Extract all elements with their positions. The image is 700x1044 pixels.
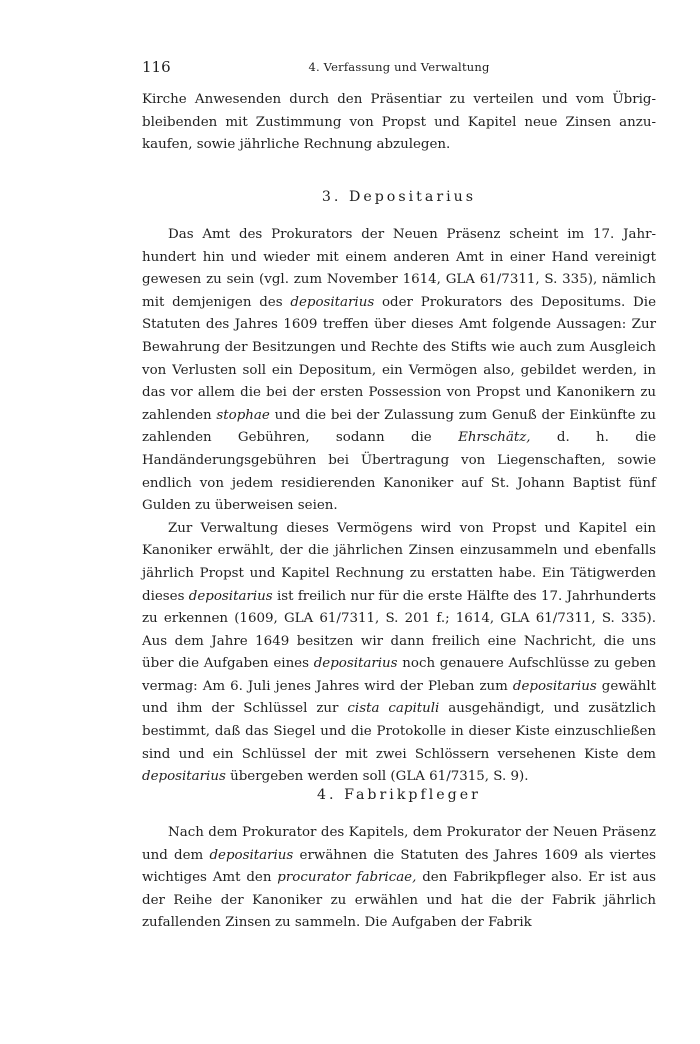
italic-term: depositarius <box>188 588 273 604</box>
italic-term: depositarius <box>209 847 294 863</box>
paragraph: Zur Verwaltung dieses Vermögens wird von Propst und Kapitel ein Kanoniker erwählt, der die jährlichen Zinsen einzusammeln und ebenfalls jährlich Propst und Kapitel Rechnung zu erstatten habe. Ein Tätigwerden dieses depositarius ist freilich nur für die erste Hälfte des 17. Jahrhunderts zu erkennen (1609, GLA 61/7311, S. 201 f.; 1614, GLA 61/7311, S. 335). Aus dem Jahre 1649 besitzen wir dann freilich eine Nachricht, die uns über die Aufgaben eines depositarius noch genauere Aufschlüsse zu geben vermag: Am 6. Juli jenes Jahres wird der Pleban zum depositarius gewählt und ihm der Schlüssel zur cista capituli ausgehändigt, und zusätzlich bestimmt, daß das Siegel und die Protokolle in dieser Kiste einzuschließen sind und ein Schlüssel der mit zwei Schlössern versehenen Kiste dem depositarius übergeben werden soll (GLA 61/7315, S. 9). <box>142 520 656 785</box>
italic-term: depositarius <box>512 678 597 694</box>
section-heading-fabrikpfleger: 4. Fabrikpfleger <box>317 787 481 803</box>
running-head <box>142 58 656 78</box>
paragraph: Nach dem Prokurator des Kapitels, dem Prokurator der Neuen Präsenz und dem depositarius erwähnen die Statuten des Jahres 1609 als viertes wichtiges Amt den procurator fabricae, den Fabrikpfleger also. Er ist aus der Reihe der Kanoniker zu erwählen und hat die der Fabrik jährlich zufallenden Zinsen zu sammeln. Die Aufgaben der Fabrik <box>142 825 657 931</box>
section-depositarius-body <box>142 224 656 789</box>
paragraph: Das Amt des Prokurators der Neuen Präsenz scheint im 17. Jahrhundert hin und wieder mit einem anderen Amt in einer Hand vereinigt gewesen zu sein (vgl. zum November 1614, GLA 61/7311, S. 335), nämlich mit demjenigen des depositarius oder Prokurators des Depositums. Die Statuten des Jahres 1609 treffen über dieses Amt folgende Aussagen: Zur Bewahrung der Besitzungen und Rechte des Stifts wie auch zum Ausgleich von Verlusten soll ein Depositum, ein Vermögen also, gebildet werden, in das vor allem die bei der ersten Possession von Propst und Kanonikern zu zahlenden stophae und die bei der Zulassung zum Genuß der Einkünfte zu zahlenden Gebühren, sodann die Ehrschätz, d. h. die Handänderungsgebühren bei Übertragung von Liegenschaften, sowie endlich von jedem residierenden Kanoniker auf St. Johann Baptist fünf Gulden zu überweisen seien. <box>142 227 656 514</box>
italic-term: depositarius <box>142 769 226 785</box>
italic-term: Ehrschätz, <box>458 430 531 446</box>
section-heading-depositarius: 3. Depositarius <box>321 189 477 205</box>
running-title: 4. Verfassung und Verwaltung <box>308 60 490 74</box>
italic-term: stophae <box>216 407 270 423</box>
italic-term: procurator fabricae, <box>277 870 417 886</box>
section-fabrikpfleger-body <box>142 822 656 935</box>
intro-paragraph: Kirche Anwesenden durch den Präsentiar zu verteilen und vom Übrigbleibenden mit Zustimmung von Propst und Kapitel neue Zinsen anzukaufen, sowie jährliche Rechnung abzulegen. <box>142 92 656 153</box>
intro-paragraph-block <box>142 89 656 157</box>
italic-term: cista capituli <box>347 701 440 717</box>
italic-term: depositarius <box>313 656 398 672</box>
page-number: 116 <box>142 58 171 76</box>
italic-term: depositarius <box>290 294 375 310</box>
